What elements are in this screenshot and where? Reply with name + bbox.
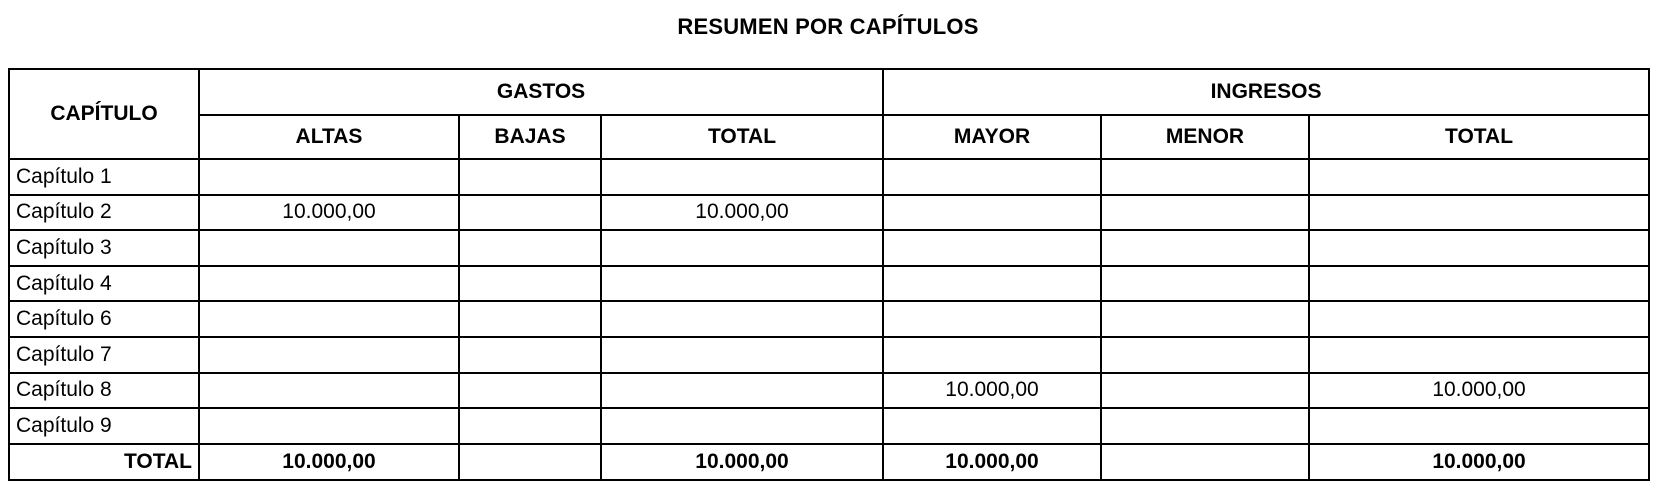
cell-menor: [1101, 337, 1309, 373]
cell-gastos-total: [601, 408, 883, 444]
cell-menor: [1101, 195, 1309, 231]
row-label: Capítulo 9: [9, 408, 199, 444]
cell-altas: [199, 159, 459, 195]
page-title: RESUMEN POR CAPÍTULOS: [677, 14, 979, 39]
row-label: Capítulo 6: [9, 301, 199, 337]
cell-ingresos-total: 10.000,00: [1309, 373, 1649, 409]
cell-bajas: [459, 266, 601, 302]
total-gastos: 10.000,00: [601, 444, 883, 480]
cell-altas: [199, 408, 459, 444]
cell-bajas: [459, 301, 601, 337]
cell-altas: [199, 230, 459, 266]
cell-mayor: [883, 337, 1101, 373]
total-mayor: 10.000,00: [883, 444, 1101, 480]
total-row: [9, 444, 1649, 480]
header-gastos: GASTOS: [199, 69, 883, 115]
cell-altas: [199, 301, 459, 337]
table-row: [9, 301, 1649, 337]
cell-menor: [1101, 301, 1309, 337]
table-row: [9, 373, 1649, 409]
cell-bajas: [459, 373, 601, 409]
cell-altas: [199, 373, 459, 409]
cell-altas: 10.000,00: [199, 195, 459, 231]
cell-ingresos-total: [1309, 337, 1649, 373]
cell-gastos-total: [601, 337, 883, 373]
header-ingresos-total: TOTAL: [1309, 115, 1649, 159]
cell-bajas: [459, 195, 601, 231]
cell-ingresos-total: [1309, 195, 1649, 231]
header-altas: ALTAS: [199, 115, 459, 159]
cell-ingresos-total: [1309, 266, 1649, 302]
table-row: [9, 195, 1649, 231]
cell-mayor: [883, 266, 1101, 302]
cell-menor: [1101, 373, 1309, 409]
row-label: Capítulo 1: [9, 159, 199, 195]
cell-gastos-total: [601, 159, 883, 195]
cell-gastos-total: [601, 230, 883, 266]
header-row-columns: [9, 115, 1649, 159]
cell-bajas: [459, 230, 601, 266]
cell-mayor: 10.000,00: [883, 373, 1101, 409]
table-row: [9, 230, 1649, 266]
cell-mayor: [883, 408, 1101, 444]
row-label: Capítulo 3: [9, 230, 199, 266]
table-row: [9, 337, 1649, 373]
header-ingresos: INGRESOS: [883, 69, 1649, 115]
header-mayor: MAYOR: [883, 115, 1101, 159]
cell-menor: [1101, 230, 1309, 266]
cell-mayor: [883, 301, 1101, 337]
row-label: Capítulo 8: [9, 373, 199, 409]
cell-ingresos-total: [1309, 230, 1649, 266]
cell-mayor: [883, 230, 1101, 266]
cell-ingresos-total: [1309, 301, 1649, 337]
cell-menor: [1101, 159, 1309, 195]
table-row: [9, 408, 1649, 444]
header-capitulo: CAPÍTULO: [9, 69, 199, 159]
cell-altas: [199, 337, 459, 373]
cell-altas: [199, 266, 459, 302]
row-label: Capítulo 7: [9, 337, 199, 373]
header-bajas: BAJAS: [459, 115, 601, 159]
cell-bajas: [459, 337, 601, 373]
total-ingresos: 10.000,00: [1309, 444, 1649, 480]
row-label: Capítulo 2: [9, 195, 199, 231]
cell-bajas: [459, 159, 601, 195]
total-bajas: [459, 444, 601, 480]
cell-mayor: [883, 195, 1101, 231]
table-row: [9, 159, 1649, 195]
cell-gastos-total: 10.000,00: [601, 195, 883, 231]
header-gastos-total: TOTAL: [601, 115, 883, 159]
cell-menor: [1101, 266, 1309, 302]
cell-ingresos-total: [1309, 159, 1649, 195]
table-row: [9, 266, 1649, 302]
header-menor: MENOR: [1101, 115, 1309, 159]
total-altas: 10.000,00: [199, 444, 459, 480]
chapter-summary-table: [8, 68, 1650, 481]
cell-gastos-total: [601, 301, 883, 337]
header-row-groups: [9, 69, 1649, 115]
total-label: TOTAL: [9, 444, 199, 480]
cell-gastos-total: [601, 266, 883, 302]
cell-bajas: [459, 408, 601, 444]
total-menor: [1101, 444, 1309, 480]
cell-gastos-total: [601, 373, 883, 409]
row-label: Capítulo 4: [9, 266, 199, 302]
cell-ingresos-total: [1309, 408, 1649, 444]
cell-mayor: [883, 159, 1101, 195]
cell-menor: [1101, 408, 1309, 444]
